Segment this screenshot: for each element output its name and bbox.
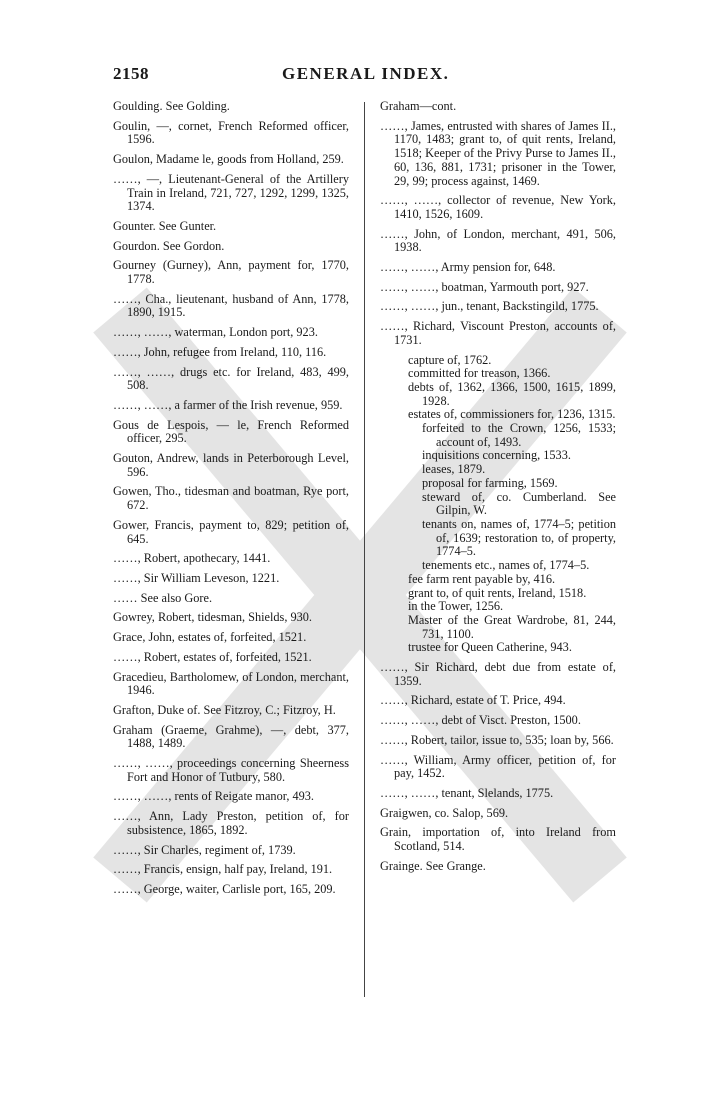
index-entry: ……, ……, tenant, Slelands, 1775. (380, 785, 554, 800)
index-entry: ……, William, Army officer, petition of, for pay, 1452. (380, 752, 616, 781)
index-entry: Grafton, Duke of. See Fitzroy, C.; Fitzroy, H. (113, 702, 336, 717)
index-entry: ……, ……, rents of Reigate manor, 493. (113, 789, 315, 804)
index-entry: ……, Robert, apothecary, 1441. (113, 551, 271, 566)
index-entry: ……, Richard, Viscount Preston, accounts of, 1731. (380, 319, 616, 347)
index-subentry: steward of, co. Cumberland. See Gilpin, W. (422, 489, 616, 518)
index-entry: ……, Sir Richard, debt due from estate of, 1359. (380, 660, 616, 688)
index-entry: ……, —, Lieutenant-General of the Artillery Train in Ireland, 721, 727, 1292, 1299, 1325, 1374. (113, 171, 349, 214)
index-entry: ……, ……, debt of Visct. Preston, 1500. (380, 713, 581, 728)
index-entry: ……, ……, jun., tenant, Backstingild, 1775. (380, 299, 599, 314)
index-subentry: fee farm rent payable by, 416. (408, 571, 556, 586)
index-entry: ……, ……, collector of revenue, New York, 1410, 1526, 1609. (380, 193, 616, 221)
index-entry: ……, Ann, Lady Preston, petition of, for subsistence, 1865, 1892. (113, 809, 349, 837)
index-entry: ……, Sir Charles, regiment of, 1739. (113, 842, 296, 857)
column-divider (364, 102, 365, 997)
index-entry: Gourdon. See Gordon. (113, 238, 225, 253)
index-subentry: debts of, 1362, 1366, 1500, 1615, 1899, 1928. (408, 379, 616, 408)
index-entry: ……, Cha., lieutenant, husband of Ann, 1778, 1890, 1915. (113, 291, 349, 320)
index-column-right (380, 100, 616, 879)
index-entry: Gourney (Gurney), Ann, payment for, 1770, 1778. (113, 258, 349, 287)
continuation-heading: Graham—cont. (380, 99, 457, 113)
index-subentry: capture of, 1762. (408, 352, 492, 367)
index-entry: ……, ……, waterman, London port, 923. (113, 325, 318, 340)
index-entry: Gowrey, Robert, tidesman, Shields, 930. (113, 610, 313, 625)
index-entry: ……, Francis, ensign, half pay, Ireland, 191. (113, 862, 333, 877)
index-entry: ……, Sir William Leveson, 1221. (113, 570, 280, 585)
page-number: 2158 (113, 64, 149, 83)
index-entry: Graigwen, co. Salop, 569. (380, 805, 509, 820)
index-entry: …… See also Gore. (113, 590, 213, 605)
index-entry: Graham (Graeme, Grahme), —, debt, 377, 1488, 1489. (113, 722, 349, 751)
index-entry: Gowen, Tho., tidesman and boatman, Rye port, 672. (113, 484, 349, 513)
index-entry: ……, Robert, tailor, issue to, 535; loan by, 566. (380, 732, 614, 747)
index-entry: ……, ……, boatman, Yarmouth port, 927. (380, 279, 589, 294)
index-entry: Goulin, —, cornet, French Reformed officer, 1596. (113, 118, 349, 147)
page-title: GENERAL INDEX. (282, 64, 450, 83)
index-subentry: inquisitions concerning, 1533. (422, 448, 571, 463)
index-subentry: leases, 1879. (422, 462, 486, 477)
index-entry: Grain, importation of, into Ireland from Scotland, 514. (380, 825, 616, 854)
index-entry: ……, John, of London, merchant, 491, 506, 1938. (380, 226, 616, 255)
index-entry: Gous de Lespois, — le, French Reformed officer, 295. (113, 417, 349, 446)
index-entry: ……, Richard, estate of T. Price, 494. (380, 693, 566, 708)
index-subentry: tenants on, names of, 1774–5; petition of, 1639; restoration to, of property, 1774–5. (422, 516, 616, 559)
index-entry: Goulding. See Golding. (113, 99, 230, 113)
index-entry: Gouton, Andrew, lands in Peterborough Level, 596. (113, 451, 349, 479)
index-subentry: estates of, commissioners for, 1236, 1315. (408, 407, 616, 422)
index-subentry: trustee for Queen Catherine, 943. (408, 640, 572, 655)
index-subentry: proposal for farming, 1569. (422, 475, 558, 490)
index-entry: Gower, Francis, payment to, 829; petition of, 645. (113, 517, 349, 546)
index-entry: ……, ……, a farmer of the Irish revenue, 959. (113, 397, 343, 412)
index-subentry: grant to, of quit rents, Ireland, 1518. (408, 585, 587, 600)
index-entry: ……, James, entrusted with shares of James II., 1170, 1483; grant to, of quit rents, Ireland, 1518; Keeper of the Privy Purse to James II., 60, 136, 881, 1731; prisoner in the Tower, 29, 99; process against, 1469. (380, 118, 616, 188)
index-entry: Goulon, Madame le, goods from Holland, 259. (113, 152, 344, 167)
index-subentry: forfeited to the Crown, 1256, 1533; account of, 1493. (422, 421, 616, 449)
index-subentry: Master of the Great Wardrobe, 81, 244, 731, 1100. (408, 612, 616, 641)
index-subentry: tenements etc., names of, 1774–5. (422, 558, 590, 573)
index-entry: ……, John, refugee from Ireland, 110, 116. (113, 344, 327, 359)
index-entry: Grace, John, estates of, forfeited, 1521. (113, 630, 307, 645)
index-entry: ……, ……, Army pension for, 648. (380, 260, 556, 275)
index-subentry: in the Tower, 1256. (408, 599, 504, 614)
index-entry: Gracedieu, Bartholomew, of London, merchant, 1946. (113, 669, 349, 698)
index-column-left (113, 100, 349, 903)
index-entry: ……, ……, proceedings concerning Sheerness Fort and Honor of Tutbury, 580. (113, 756, 349, 784)
index-entry: ……, Robert, estates of, forfeited, 1521. (113, 649, 312, 664)
index-entry: ……, ……, drugs etc. for Ireland, 483, 499, 508. (113, 364, 349, 393)
index-entry: Grainge. See Grange. (380, 858, 486, 873)
index-entry: Gounter. See Gunter. (113, 218, 217, 233)
index-entry: ……, George, waiter, Carlisle port, 165, 209. (113, 881, 336, 896)
index-subentry: committed for treason, 1366. (408, 366, 551, 381)
